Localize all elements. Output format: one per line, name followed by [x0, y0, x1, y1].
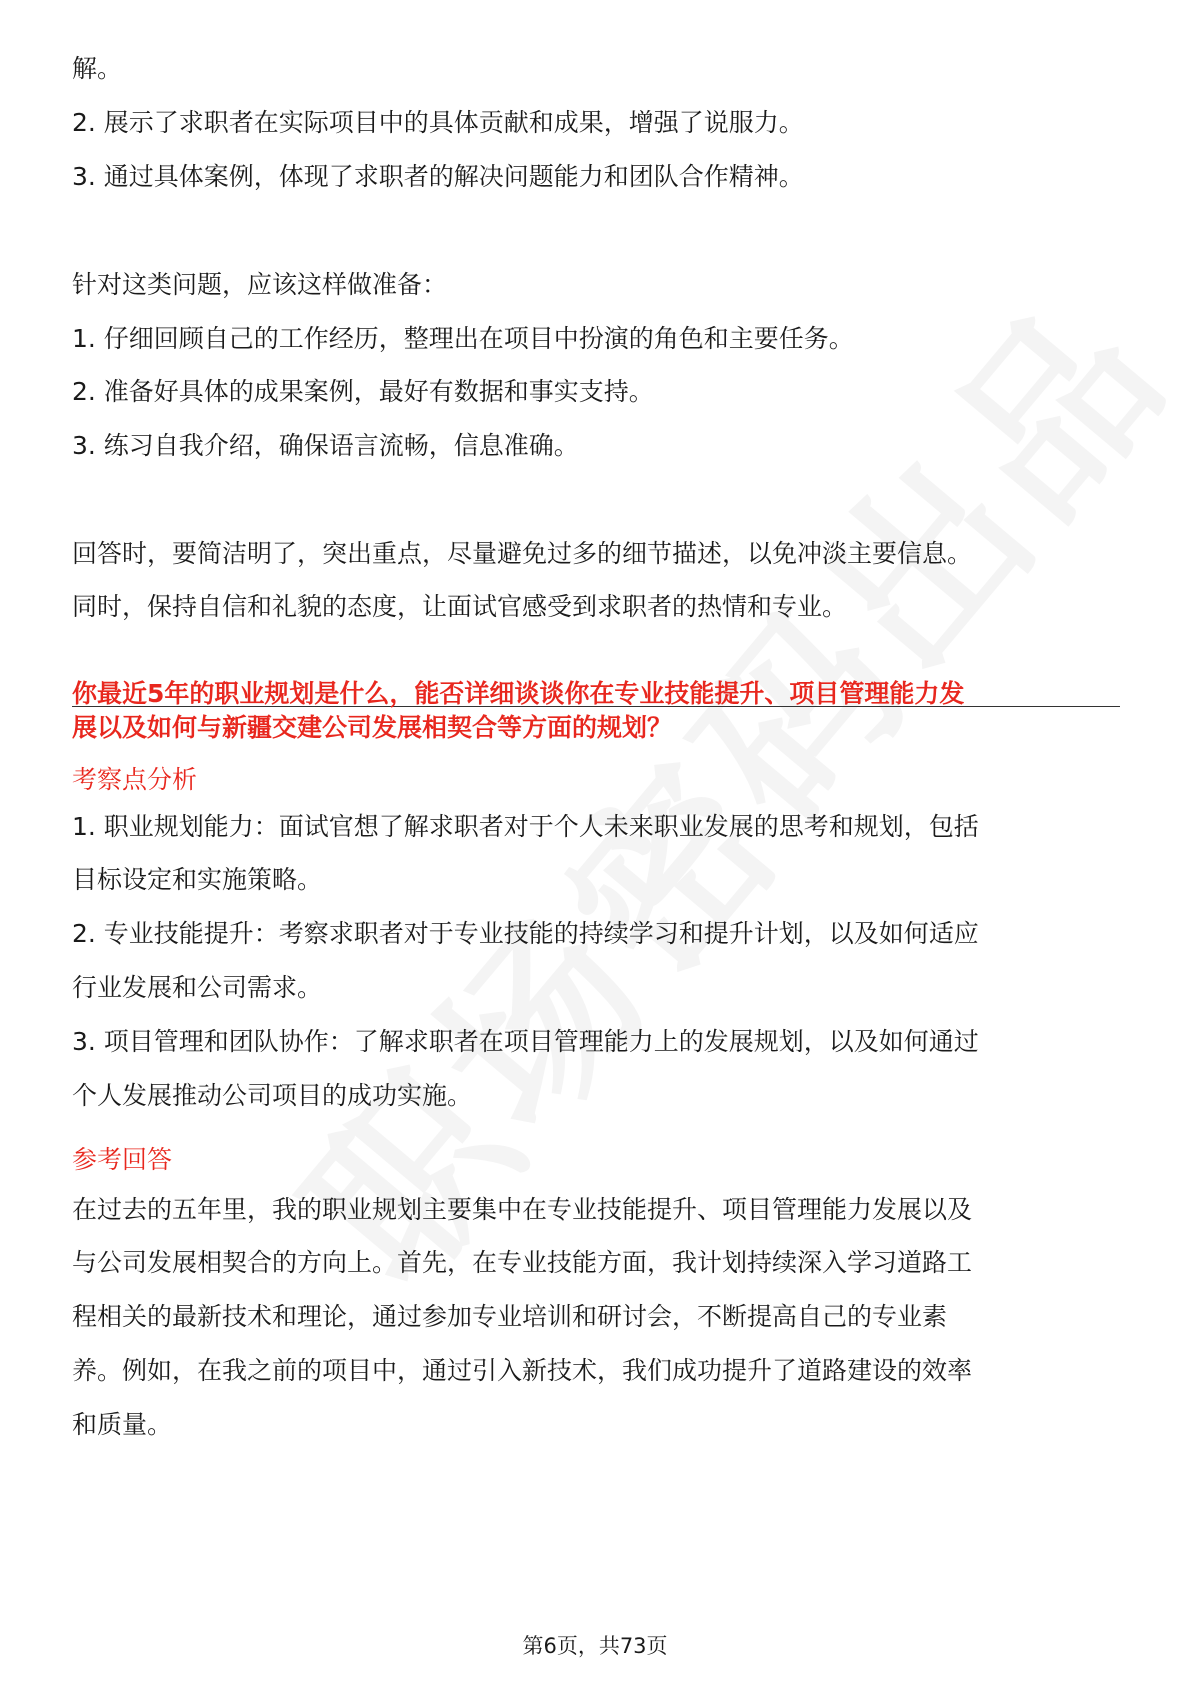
prep-intro: 针对这类问题，应该这样做准备： — [72, 270, 448, 299]
question-line: 你最近5年的职业规划是什么，能否详细谈谈你在专业技能提升、项目管理能力发 — [72, 679, 965, 708]
advice-line: 同时，保持自信和礼貌的态度，让面试官感受到求职者的热情和专业。 — [72, 592, 848, 621]
continuation-text: 解。 — [72, 54, 123, 83]
list-item: 3. 通过具体案例，体现了求职者的解决问题能力和团队合作精神。 — [72, 162, 804, 191]
answer-line: 在过去的五年里，我的职业规划主要集中在专业技能提升、项目管理能力发展以及 — [72, 1195, 973, 1224]
analysis-line: 3. 项目管理和团队协作：了解求职者在项目管理能力上的发展规划，以及如何通过 — [72, 1027, 979, 1056]
list-item: 2. 准备好具体的成果案例，最好有数据和事实支持。 — [72, 377, 654, 406]
analysis-line: 目标设定和实施策略。 — [72, 865, 323, 894]
answer-line: 养。例如，在我之前的项目中，通过引入新技术，我们成功提升了道路建设的效率 — [72, 1356, 973, 1385]
question-line: 展以及如何与新疆交建公司发展相契合等方面的规划？ — [72, 713, 673, 742]
answer-heading: 参考回答 — [72, 1145, 173, 1174]
list-item: 1. 仔细回顾自己的工作经历，整理出在项目中扮演的角色和主要任务。 — [72, 324, 854, 353]
list-item: 2. 展示了求职者在实际项目中的具体贡献和成果，增强了说服力。 — [72, 108, 804, 137]
list-item: 3. 练习自我介绍，确保语言流畅，信息准确。 — [72, 431, 579, 460]
analysis-line: 行业发展和公司需求。 — [72, 973, 323, 1002]
answer-line: 与公司发展相契合的方向上。首先，在专业技能方面，我计划持续深入学习道路工 — [72, 1248, 973, 1277]
analysis-line: 1. 职业规划能力：面试官想了解求职者对于个人未来职业发展的思考和规划，包括 — [72, 812, 979, 841]
answer-line: 程相关的最新技术和理论，通过参加专业培训和研讨会，不断提高自己的专业素 — [72, 1302, 948, 1331]
advice-line: 回答时，要简洁明了，突出重点，尽量避免过多的细节描述，以免冲淡主要信息。 — [72, 539, 973, 568]
answer-line: 和质量。 — [72, 1410, 173, 1439]
analysis-line: 2. 专业技能提升：考察求职者对于专业技能的持续学习和提升计划，以及如何适应 — [72, 919, 979, 948]
analysis-line: 个人发展推动公司项目的成功实施。 — [72, 1081, 473, 1110]
page-number: 第6页，共73页 — [522, 1634, 668, 1658]
analysis-heading: 考察点分析 — [72, 765, 198, 794]
